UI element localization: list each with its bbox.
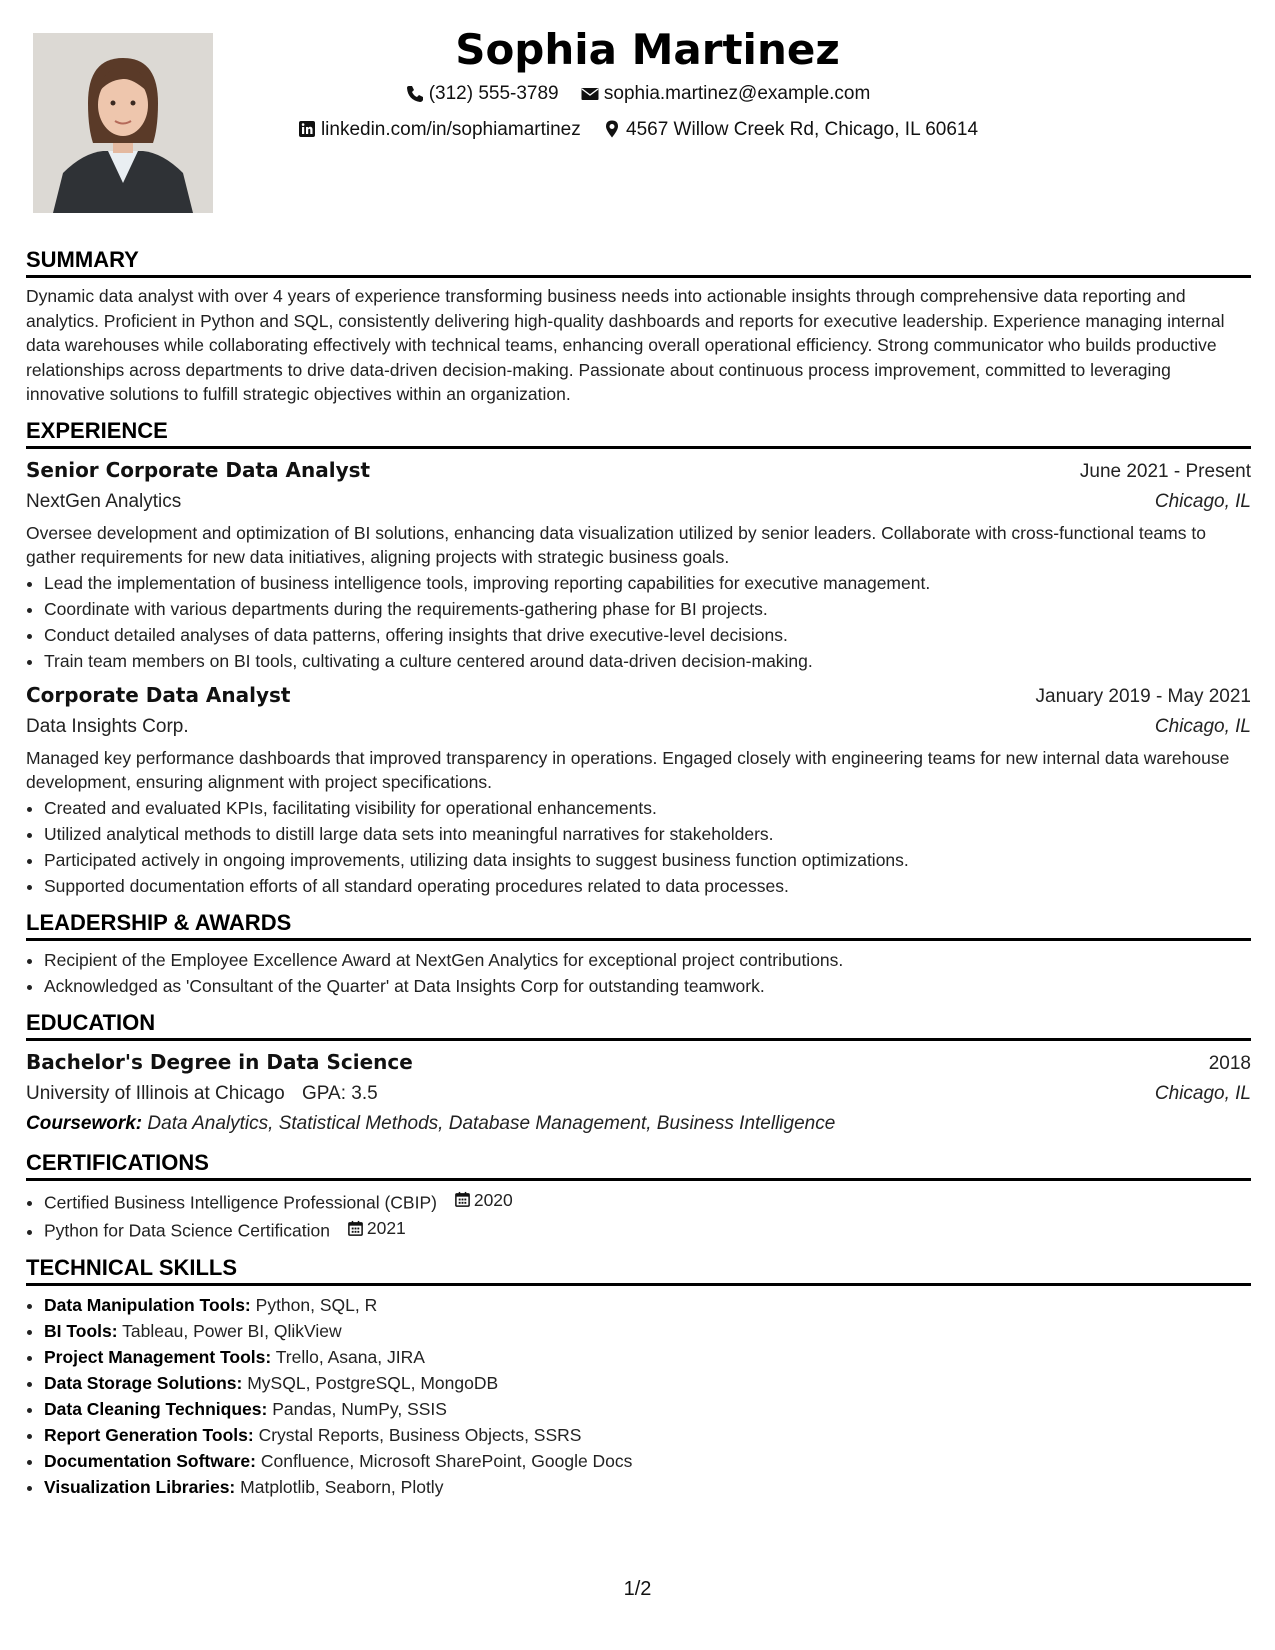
contact-line-2 [0, 114, 1275, 150]
skill-label: Data Storage Solutions: [44, 1372, 243, 1393]
coursework [26, 1109, 1251, 1139]
job-dates: June 2021 - Present [1079, 460, 1251, 482]
address-text: 4567 Willow Creek Rd, Chicago, IL 60614 [626, 118, 979, 140]
skill-value: Confluence, Microsoft SharePoint, Google Docs [260, 1450, 633, 1471]
skill-value: Matplotlib, Seaborn, Plotly [240, 1476, 444, 1497]
job-entry [26, 455, 1251, 674]
company-name: NextGen Analytics [26, 490, 182, 512]
list-item [44, 1448, 1251, 1474]
resume-body [26, 246, 1251, 1506]
map-marker-icon [602, 119, 622, 139]
job-description: Oversee development and optimization of BI solutions, enhancing data visualization utilized by senior leaders. Collaborate with cross-functional teams to gather requirements for new data initiatives, aligning projects with strategic business goals. [26, 522, 1206, 567]
candidate-name: Sophia Martinez [455, 25, 840, 74]
section-title-education: EDUCATION [26, 1009, 1251, 1041]
skill-value: Python, SQL, R [255, 1294, 378, 1315]
envelope-icon [580, 84, 600, 104]
list-item [44, 1292, 1251, 1318]
job-location: Chicago, IL [1154, 715, 1251, 737]
section-title-skills: TECHNICAL SKILLS [26, 1254, 1251, 1286]
job-dates: January 2019 - May 2021 [1035, 685, 1251, 707]
list-item [44, 1370, 1251, 1396]
gpa: GPA: 3.5 [302, 1082, 378, 1104]
phone-icon [405, 84, 425, 104]
skill-label: Project Management Tools: [44, 1346, 272, 1367]
skill-label: Data Cleaning Techniques: [44, 1398, 268, 1419]
list-item: • Train team members on BI tools, cultivating a culture centered around data-driven decision-making. [44, 648, 1251, 674]
coursework-label: Coursework: [26, 1112, 143, 1134]
phone-text: (312) 555-3789 [428, 83, 559, 104]
skill-label: Documentation Software: [44, 1450, 256, 1471]
skill-value: Crystal Reports, Business Objects, SSRS [258, 1424, 582, 1445]
list-item: • Acknowledged as 'Consultant of the Quarter' at Data Insights Corp for outstanding teamwork. [44, 973, 1251, 999]
list-item [44, 1396, 1251, 1422]
list-item [44, 1187, 1251, 1216]
graduation-year: 2018 [1208, 1052, 1251, 1074]
skill-value: MySQL, PostgreSQL, MongoDB [247, 1372, 499, 1393]
list-item [44, 1474, 1251, 1500]
company-name: Data Insights Corp. [26, 715, 189, 737]
list-item: • Recipient of the Employee Excellence Award at NextGen Analytics for exceptional project contributions. [44, 947, 1251, 973]
job-bullets [26, 570, 1251, 674]
job-location: Chicago, IL [1154, 490, 1251, 512]
education-location: Chicago, IL [1154, 1082, 1251, 1104]
certification-name: Certified Business Intelligence Professional (CBIP) [44, 1192, 437, 1212]
skill-label: BI Tools: [44, 1320, 118, 1341]
school-name: University of Illinois at Chicago [26, 1082, 285, 1104]
list-item: • Created and evaluated KPIs, facilitating visibility for operational enhancements. [44, 795, 1251, 821]
list-item [44, 1344, 1251, 1370]
calendar-icon [347, 1220, 364, 1237]
calendar-icon [454, 1191, 471, 1208]
list-item [44, 1215, 1251, 1244]
section-title-experience: EXPERIENCE [26, 417, 1251, 449]
list-item [44, 1422, 1251, 1448]
linkedin-icon [297, 119, 317, 139]
contact-line-1 [0, 78, 1275, 114]
leadership-list [26, 947, 1251, 999]
list-item: • Coordinate with various departments during the requirements-gathering phase for BI projects. [44, 596, 1251, 622]
address-contact [602, 114, 978, 145]
section-title-leadership: LEADERSHIP & AWARDS [26, 909, 1251, 941]
skills-list [26, 1292, 1251, 1500]
list-item: • Lead the implementation of business intelligence tools, improving reporting capabilities for executive management. [44, 570, 1251, 596]
skill-label: Visualization Libraries: [44, 1476, 236, 1497]
section-title-summary: SUMMARY [26, 246, 1251, 278]
phone-contact[interactable] [405, 78, 559, 109]
summary-text: Dynamic data analyst with over 4 years of experience transforming business needs into actionable insights through comprehensive data reporting and analytics. Proficient in Python and SQL, consistently delivering high-quality dashboards and reports for executive leadership. Experience managing internal data warehouses while collaborating effectively with technical teams, enhancing overall operational efficiency. Strong communicator who builds productive relationships across departments to drive data-driven decision-making. Passionate about continuous process improvement, committed to leveraging innovative solutions to fulfill strategic objectives within an organization. [26, 286, 1225, 404]
linkedin-text: linkedin.com/in/sophiamartinez [320, 118, 581, 140]
list-item: • Participated actively in ongoing improvements, utilizing data insights to suggest business function optimizations. [44, 847, 1251, 873]
coursework-list: Data Analytics, Statistical Methods, Database Management, Business Intelligence [147, 1112, 836, 1134]
list-item: • Supported documentation efforts of all standard operating procedures related to data processes. [44, 873, 1251, 899]
certification-year: 2020 [473, 1189, 513, 1210]
linkedin-contact[interactable] [297, 114, 581, 145]
skill-value: Pandas, NumPy, SSIS [272, 1398, 447, 1419]
list-item: • Conduct detailed analyses of data patterns, offering insights that drive executive-level decisions. [44, 622, 1251, 648]
job-bullets [26, 795, 1251, 899]
email-text: sophia.martinez@example.com [603, 83, 871, 104]
skill-value: Tableau, Power BI, QlikView [122, 1320, 342, 1341]
page-number: 1/2 [623, 1578, 652, 1600]
job-title: Senior Corporate Data Analyst [26, 457, 371, 482]
certification-year: 2021 [366, 1218, 406, 1238]
section-title-certifications: CERTIFICATIONS [26, 1149, 1251, 1181]
job-description: Managed key performance dashboards that improved transparency in operations. Engaged closely with engineering teams for new internal data warehouse development, ensuring alignment with project specifications. [26, 747, 1230, 792]
certifications-list [26, 1187, 1251, 1244]
degree-title: Bachelor's Degree in Data Science [26, 1049, 413, 1074]
email-contact[interactable] [580, 78, 870, 109]
job-entry [26, 680, 1251, 899]
resume-header [0, 22, 1275, 149]
skill-value: Trello, Asana, JIRA [275, 1346, 425, 1367]
list-item: • Utilized analytical methods to distill large data sets into meaningful narratives for stakeholders. [44, 821, 1251, 847]
job-title: Corporate Data Analyst [26, 682, 291, 707]
certification-name: Python for Data Science Certification [44, 1220, 330, 1241]
list-item [44, 1318, 1251, 1344]
skill-label: Data Manipulation Tools: [44, 1294, 251, 1315]
skill-label: Report Generation Tools: [44, 1424, 254, 1445]
